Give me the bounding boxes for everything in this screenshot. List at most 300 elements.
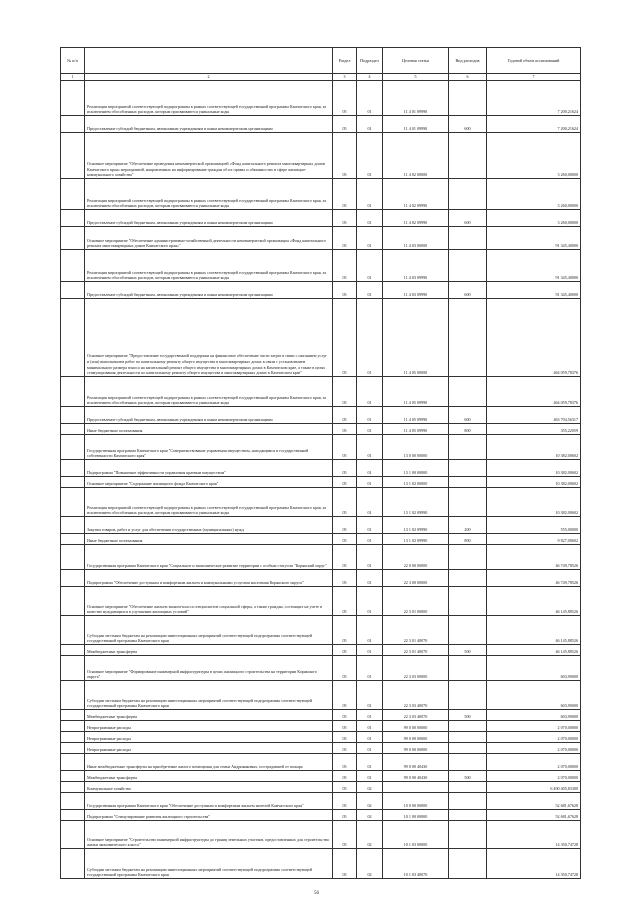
table-row: [61, 681, 581, 710]
row-expense-type-cell: [449, 477, 487, 488]
row-name-cell: Основное мероприятие "Формирование инженерной инфраструктуры в целях жилищного строительства на территории Корякского округа": [85, 656, 333, 681]
header-section: Раздел: [333, 48, 357, 74]
row-subsection-cell: 01: [357, 282, 383, 299]
row-section-cell: 05: [333, 407, 357, 424]
row-amount-cell: 9 827,00602: [487, 534, 581, 545]
table-row: [61, 754, 581, 771]
row-number-cell: [61, 793, 85, 810]
row-number-cell: [61, 282, 85, 299]
row-subsection-cell: 01: [357, 210, 383, 227]
row-name-cell: Субсидии местным бюджетам на реализацию инвестиционных мероприятий соответствующей подпрограммы соответствующей государственной программы Камчатского края: [85, 849, 333, 879]
row-expense-type-cell: [449, 133, 487, 179]
table-row: [61, 407, 581, 424]
row-target-article-cell: 22 3 00 00000: [383, 570, 449, 587]
row-amount-cell: 2 070,00000: [487, 732, 581, 743]
row-subsection-cell: 01: [357, 460, 383, 477]
row-number-cell: [61, 821, 85, 849]
row-target-article-cell: 22 3 01 00000: [383, 587, 449, 616]
table-row: [61, 587, 581, 616]
row-section-cell: 05: [333, 754, 357, 771]
row-target-article-cell: 10 0 00 00000: [383, 793, 449, 810]
row-name-cell: Закупка товаров, работ и услуг для обеспечения государственных (муниципальных) нужд: [85, 517, 333, 534]
row-subsection-cell: 01: [357, 710, 383, 721]
row-amount-cell: 2 070,00000: [487, 721, 581, 732]
row-amount-cell: 10 382,00602: [487, 435, 581, 460]
row-name-cell: Подпрограмма "Повышение эффективности управления краевым имуществом": [85, 460, 333, 477]
row-expense-type-cell: [449, 810, 487, 821]
row-target-article-cell: 10 1 03 00000: [383, 821, 449, 849]
table-row: [61, 710, 581, 721]
row-subsection-cell: 01: [357, 771, 383, 782]
row-name-cell: Основное мероприятие "Строительство инженерной инфраструктуры до границ земельных участков, предоставленных для строительства жилья экономического класса": [85, 821, 333, 849]
row-subsection-cell: 01: [357, 477, 383, 488]
budget-allocation-table: [60, 47, 581, 879]
row-target-article-cell: 22 3 03 00000: [383, 656, 449, 681]
row-name-cell: Подпрограмма "Стимулирование развития жилищного строительства": [85, 810, 333, 821]
row-subsection-cell: 02: [357, 782, 383, 793]
header-number: № п/п: [61, 48, 85, 74]
row-section-cell: 05: [333, 743, 357, 754]
row-expense-type-cell: [449, 299, 487, 377]
row-section-cell: 05: [333, 424, 357, 435]
row-name-cell: Межбюджетные трансферты: [85, 645, 333, 656]
row-amount-cell: 6 490 405,83300: [487, 782, 581, 793]
row-subsection-cell: 02: [357, 793, 383, 810]
row-amount-cell: 2 070,00000: [487, 754, 581, 771]
row-expense-type-cell: [449, 377, 487, 407]
table-row: [61, 534, 581, 545]
header-annual-amount: Годовой объем ассигнований: [487, 48, 581, 74]
row-amount-cell: 10 382,00602: [487, 477, 581, 488]
row-target-article-cell: 10 1 03 40070: [383, 849, 449, 879]
row-section-cell: 05: [333, 210, 357, 227]
row-section-cell: 05: [333, 488, 357, 517]
row-section-cell: 05: [333, 179, 357, 210]
row-expense-type-cell: 600: [449, 116, 487, 133]
row-subsection-cell: 01: [357, 488, 383, 517]
row-section-cell: 05: [333, 227, 357, 250]
row-name-cell: Непрограммные расходы: [85, 743, 333, 754]
column-number: 3: [333, 74, 357, 81]
row-subsection-cell: 01: [357, 656, 383, 681]
row-amount-cell: 355,22059: [487, 424, 581, 435]
row-section-cell: 05: [333, 517, 357, 534]
row-section-cell: 05: [333, 299, 357, 377]
table-row: [61, 133, 581, 179]
row-amount-cell: 52 681,67628: [487, 810, 581, 821]
row-amount-cell: 46 145,88526: [487, 645, 581, 656]
row-target-article-cell: 99 0 00 00000: [383, 721, 449, 732]
row-name-cell: Предоставление субсидий бюджетным, автономным учреждениям и иным некоммерческим организациям: [85, 116, 333, 133]
row-subsection-cell: 01: [357, 721, 383, 732]
table-body: [61, 81, 581, 879]
row-subsection-cell: 02: [357, 821, 383, 849]
row-expense-type-cell: [449, 81, 487, 116]
column-number: 1: [61, 74, 85, 81]
row-target-article-cell: 99 0 00 40430: [383, 754, 449, 771]
row-name-cell: Иные бюджетные ассигнования: [85, 424, 333, 435]
row-section-cell: 05: [333, 477, 357, 488]
table-row: [61, 227, 581, 250]
row-expense-type-cell: [449, 179, 487, 210]
row-subsection-cell: 01: [357, 435, 383, 460]
row-name-cell: Непрограммные расходы: [85, 721, 333, 732]
row-name-cell: Реализация мероприятий соответствующей подпрограммы в рамках соответствующей государственной программы Камчатского края, за исключением обособленных расходов, которым присваиваются уникальные коды: [85, 377, 333, 407]
row-name-cell: Непрограммные расходы: [85, 732, 333, 743]
row-section-cell: 05: [333, 545, 357, 570]
row-amount-cell: 2 070,00000: [487, 743, 581, 754]
table-row: [61, 250, 581, 282]
row-amount-cell: 555,00000: [487, 517, 581, 534]
row-name-cell: Субсидии местным бюджетам на реализацию инвестиционных мероприятий соответствующей подпрограммы соответствующей государственной программы Камчатского края: [85, 616, 333, 645]
row-section-cell: 05: [333, 116, 357, 133]
row-expense-type-cell: 500: [449, 771, 487, 782]
row-number-cell: [61, 116, 85, 133]
row-amount-cell: 14 350,74728: [487, 821, 581, 849]
row-number-cell: [61, 299, 85, 377]
row-number-cell: [61, 771, 85, 782]
row-expense-type-cell: [449, 460, 487, 477]
row-expense-type-cell: [449, 681, 487, 710]
row-number-cell: [61, 645, 85, 656]
row-subsection-cell: 01: [357, 299, 383, 377]
row-target-article-cell: 99 0 00 40430: [383, 771, 449, 782]
row-section-cell: 05: [333, 460, 357, 477]
row-number-cell: [61, 849, 85, 879]
row-section-cell: 05: [333, 133, 357, 179]
row-target-article-cell: 11 4 03 09990: [383, 282, 449, 299]
row-target-article-cell: 22 3 01 40070: [383, 645, 449, 656]
row-expense-type-cell: 800: [449, 424, 487, 435]
row-number-cell: [61, 587, 85, 616]
row-target-article-cell: 13 1 02 09990: [383, 534, 449, 545]
table-row: [61, 793, 581, 810]
table-row: [61, 517, 581, 534]
row-expense-type-cell: [449, 849, 487, 879]
row-number-cell: [61, 477, 85, 488]
row-target-article-cell: [383, 782, 449, 793]
table-row: [61, 460, 581, 477]
row-section-cell: 05: [333, 782, 357, 793]
row-amount-cell: 3 260,00000: [487, 210, 581, 227]
row-target-article-cell: 13 1 00 00000: [383, 460, 449, 477]
row-name-cell: Предоставление субсидий бюджетным, автономным учреждениям и иным некоммерческим организациям: [85, 282, 333, 299]
row-section-cell: 05: [333, 587, 357, 616]
row-target-article-cell: 22 3 03 40070: [383, 710, 449, 721]
row-number-cell: [61, 681, 85, 710]
row-subsection-cell: 01: [357, 116, 383, 133]
row-amount-cell: 14 350,74728: [487, 849, 581, 879]
row-expense-type-cell: [449, 227, 487, 250]
row-target-article-cell: 11 4 03 00000: [383, 227, 449, 250]
row-number-cell: [61, 377, 85, 407]
row-section-cell: 05: [333, 810, 357, 821]
table-row: [61, 377, 581, 407]
row-target-article-cell: 11 4 02 00000: [383, 133, 449, 179]
row-expense-type-cell: [449, 488, 487, 517]
row-expense-type-cell: 600: [449, 407, 487, 424]
row-section-cell: 05: [333, 435, 357, 460]
row-subsection-cell: 02: [357, 810, 383, 821]
row-expense-type-cell: [449, 754, 487, 771]
row-target-article-cell: 22 3 01 40070: [383, 616, 449, 645]
row-name-cell: Основное мероприятие "Содержание жилищного фонда Камчатского края": [85, 477, 333, 488]
table-row: [61, 81, 581, 116]
column-number: 4: [357, 74, 383, 81]
table-row: [61, 849, 581, 879]
row-number-cell: [61, 656, 85, 681]
row-expense-type-cell: [449, 656, 487, 681]
row-subsection-cell: 01: [357, 534, 383, 545]
row-subsection-cell: 01: [357, 407, 383, 424]
row-section-cell: 05: [333, 821, 357, 849]
table-row: [61, 645, 581, 656]
row-target-article-cell: 10 1 00 00000: [383, 810, 449, 821]
row-subsection-cell: 01: [357, 754, 383, 771]
row-target-article-cell: 11 4 05 00000: [383, 299, 449, 377]
row-section-cell: 05: [333, 793, 357, 810]
row-section-cell: 05: [333, 282, 357, 299]
row-number-cell: [61, 616, 85, 645]
row-expense-type-cell: 200: [449, 517, 487, 534]
row-amount-cell: 46 749,78526: [487, 570, 581, 587]
table-row: [61, 721, 581, 732]
row-subsection-cell: 01: [357, 743, 383, 754]
row-number-cell: [61, 488, 85, 517]
row-amount-cell: 603,90000: [487, 681, 581, 710]
row-expense-type-cell: [449, 435, 487, 460]
row-name-cell: Реализация мероприятий соответствующей подпрограммы в рамках соответствующей государственной программы Камчатского края, за исключением обособленных расходов, которым присваиваются уникальные коды: [85, 179, 333, 210]
table-row: [61, 299, 581, 377]
row-expense-type-cell: [449, 616, 487, 645]
row-target-article-cell: 11 4 05 09990: [383, 424, 449, 435]
row-subsection-cell: 01: [357, 645, 383, 656]
table-row: [61, 116, 581, 133]
header-expense-type: Вид расходов: [449, 48, 487, 74]
row-number-cell: [61, 810, 85, 821]
row-target-article-cell: 11 4 01 09990: [383, 81, 449, 116]
header-subsection: Подраздел: [357, 48, 383, 74]
row-name-cell: Реализация мероприятий соответствующей подпрограммы в рамках соответствующей государственной программы Камчатского края, за исключением обособленных расходов, которым присваиваются уникальные коды: [85, 488, 333, 517]
row-subsection-cell: 01: [357, 250, 383, 282]
row-section-cell: 05: [333, 81, 357, 116]
row-name-cell: Государственная программа Камчатского края "Социальное и экономическое развитие территории с особым статусом "Корякский округ": [85, 545, 333, 570]
column-number: 6: [449, 74, 487, 81]
row-target-article-cell: 11 4 05 09990: [383, 407, 449, 424]
row-expense-type-cell: [449, 250, 487, 282]
row-number-cell: [61, 460, 85, 477]
table-row: [61, 732, 581, 743]
table-row: [61, 810, 581, 821]
row-section-cell: 05: [333, 616, 357, 645]
row-expense-type-cell: 500: [449, 645, 487, 656]
row-amount-cell: 7 200,21624: [487, 116, 581, 133]
row-amount-cell: 3 260,00000: [487, 133, 581, 179]
row-name-cell: Предоставление субсидий бюджетным, автономным учреждениям и иным некоммерческим организациям: [85, 407, 333, 424]
row-subsection-cell: 01: [357, 587, 383, 616]
row-amount-cell: 91 345,40000: [487, 227, 581, 250]
row-number-cell: [61, 210, 85, 227]
row-target-article-cell: 13 1 02 00000: [383, 477, 449, 488]
row-amount-cell: 463 704,56317: [487, 407, 581, 424]
row-subsection-cell: 01: [357, 570, 383, 587]
row-target-article-cell: 22 3 03 40070: [383, 681, 449, 710]
table-row: [61, 477, 581, 488]
row-number-cell: [61, 710, 85, 721]
row-amount-cell: 52 681,67628: [487, 793, 581, 810]
row-name-cell: Государственная программа Камчатского края "Совершенствование управления имуществом, находящимся в государственной собственности Камчатского края": [85, 435, 333, 460]
row-amount-cell: 603,90000: [487, 710, 581, 721]
row-expense-type-cell: [449, 793, 487, 810]
row-subsection-cell: 01: [357, 616, 383, 645]
row-target-article-cell: 99 0 00 00000: [383, 732, 449, 743]
row-name-cell: Субсидии местным бюджетам на реализацию инвестиционных мероприятий соответствующей подпрограммы соответствующей государственной программы Камчатского края: [85, 681, 333, 710]
column-number: 7: [487, 74, 581, 81]
row-amount-cell: 46 749,78526: [487, 545, 581, 570]
row-subsection-cell: 01: [357, 81, 383, 116]
row-subsection-cell: 01: [357, 517, 383, 534]
row-target-article-cell: 11 4 05 09990: [383, 377, 449, 407]
row-expense-type-cell: 600: [449, 210, 487, 227]
row-number-cell: [61, 545, 85, 570]
row-target-article-cell: 11 4 03 09990: [383, 250, 449, 282]
row-section-cell: 05: [333, 656, 357, 681]
row-amount-cell: 46 145,88526: [487, 616, 581, 645]
table-row: [61, 656, 581, 681]
table-row: [61, 488, 581, 517]
row-amount-cell: 91 345,40000: [487, 250, 581, 282]
row-number-cell: [61, 81, 85, 116]
row-name-cell: Основное мероприятие "Предоставление государственной поддержки на финансовое обеспечение части затрат в связи с оказанием услуг и (или) выполнением работ по капитальному ремонту общего имущества в многоквартирных домах в связи с установлением минимального размера взноса на капитальный ремонт общего имущества в многоквартирных домах в Камчатском крае, а также в целях стимулирования деятельности по капитальному ремонту общего имущества в многоквартирных домах в Камчатском крае": [85, 299, 333, 377]
row-amount-cell: 464 059,78376: [487, 377, 581, 407]
row-target-article-cell: 13 1 02 09990: [383, 517, 449, 534]
row-name-cell: Иные бюджетные ассигнования: [85, 534, 333, 545]
row-target-article-cell: 13 0 00 00000: [383, 435, 449, 460]
row-target-article-cell: 99 0 00 00000: [383, 743, 449, 754]
row-number-cell: [61, 743, 85, 754]
row-amount-cell: 2 070,00000: [487, 771, 581, 782]
row-expense-type-cell: 800: [449, 534, 487, 545]
table-row: [61, 821, 581, 849]
row-amount-cell: 3 260,00000: [487, 179, 581, 210]
column-number-row: [61, 74, 581, 81]
row-subsection-cell: 01: [357, 681, 383, 710]
header-name: [85, 48, 333, 74]
row-name-cell: Основное мероприятие "Обеспечение проведения некоммерческой организацией «Фонд капитального ремонта многоквартирных домов Камчатского края» мероприятий, направленных на информирование граждан об их правах и обязанностях в сфере жилищно-коммунального хозяйства": [85, 133, 333, 179]
row-subsection-cell: 01: [357, 732, 383, 743]
row-name-cell: Реализация мероприятий соответствующей подпрограммы в рамках соответствующей государственной программы Камчатского края, за исключением обособленных расходов, которым присваиваются уникальные коды: [85, 250, 333, 282]
row-number-cell: [61, 721, 85, 732]
row-section-cell: 05: [333, 710, 357, 721]
page-number: 56: [314, 891, 319, 896]
row-number-cell: [61, 435, 85, 460]
row-name-cell: Подпрограмма "Обеспечение доступным и комфортным жильем и коммунальными услугами населения Корякского округа": [85, 570, 333, 587]
row-expense-type-cell: [449, 743, 487, 754]
row-name-cell: Реализация мероприятий соответствующей подпрограммы в рамках соответствующей государственной программы Камчатского края, за исключением обособленных расходов, которым присваиваются уникальные коды: [85, 81, 333, 116]
table-header-row: [61, 48, 581, 74]
row-amount-cell: 464 059,78376: [487, 299, 581, 377]
row-subsection-cell: 01: [357, 227, 383, 250]
row-amount-cell: 10 382,00602: [487, 488, 581, 517]
table-row: [61, 545, 581, 570]
row-number-cell: [61, 732, 85, 743]
row-expense-type-cell: [449, 782, 487, 793]
row-section-cell: 05: [333, 771, 357, 782]
row-subsection-cell: 02: [357, 849, 383, 879]
row-subsection-cell: 01: [357, 545, 383, 570]
table-row: [61, 570, 581, 587]
column-number: 2: [85, 74, 333, 81]
row-name-cell: Государственная программа Камчатского края "Обеспечение доступным и комфортным жильем жителей Камчатского края": [85, 793, 333, 810]
table-row: [61, 282, 581, 299]
row-expense-type-cell: [449, 821, 487, 849]
row-number-cell: [61, 133, 85, 179]
row-subsection-cell: 01: [357, 424, 383, 435]
row-section-cell: 05: [333, 645, 357, 656]
row-amount-cell: 7 200,21624: [487, 81, 581, 116]
row-number-cell: [61, 227, 85, 250]
row-number-cell: [61, 754, 85, 771]
row-section-cell: 05: [333, 377, 357, 407]
row-number-cell: [61, 534, 85, 545]
row-name-cell: Основное мероприятие "Обеспечение жильем эконом-класса специалистов социальной сферы, а также граждан, состоящих на учете в качестве нуждающихся в улучшении жилищных условий": [85, 587, 333, 616]
table-row: [61, 424, 581, 435]
row-number-cell: [61, 250, 85, 282]
row-expense-type-cell: [449, 732, 487, 743]
row-section-cell: 05: [333, 534, 357, 545]
row-expense-type-cell: [449, 587, 487, 616]
row-subsection-cell: 01: [357, 133, 383, 179]
table-row: [61, 179, 581, 210]
row-name-cell: Иные межбюджетные трансферты на приобретение жилого помещения для семьи Андриянковых, пострадавшей от пожара: [85, 754, 333, 771]
table-row: [61, 771, 581, 782]
row-target-article-cell: 11 4 02 09990: [383, 179, 449, 210]
row-amount-cell: 91 345,40000: [487, 282, 581, 299]
row-number-cell: [61, 517, 85, 534]
row-target-article-cell: 11 4 01 09990: [383, 116, 449, 133]
row-section-cell: 05: [333, 681, 357, 710]
row-number-cell: [61, 570, 85, 587]
row-section-cell: 05: [333, 732, 357, 743]
row-section-cell: 05: [333, 849, 357, 879]
row-expense-type-cell: 600: [449, 282, 487, 299]
row-amount-cell: 46 145,88526: [487, 587, 581, 616]
row-number-cell: [61, 407, 85, 424]
table-row: [61, 743, 581, 754]
row-amount-cell: 10 382,00602: [487, 460, 581, 477]
table-row: [61, 435, 581, 460]
row-target-article-cell: 22 0 00 00000: [383, 545, 449, 570]
row-name-cell: Межбюджетные трансферты: [85, 771, 333, 782]
row-section-cell: 05: [333, 250, 357, 282]
row-name-cell: Межбюджетные трансферты: [85, 710, 333, 721]
column-number: 5: [383, 74, 449, 81]
row-target-article-cell: 11 4 02 09990: [383, 210, 449, 227]
row-name-cell: Основное мероприятие "Обеспечение административно-хозяйственной деятельности некоммерческой организации «Фонд капитального ремонта многоквартирных домов Камчатского края»": [85, 227, 333, 250]
row-section-cell: 05: [333, 570, 357, 587]
table-row: [61, 210, 581, 227]
table-row: [61, 616, 581, 645]
row-expense-type-cell: [449, 721, 487, 732]
row-name-cell: Предоставление субсидий бюджетным, автономным учреждениям и иным некоммерческим организациям: [85, 210, 333, 227]
row-expense-type-cell: [449, 545, 487, 570]
row-target-article-cell: 13 1 02 09990: [383, 488, 449, 517]
row-number-cell: [61, 782, 85, 793]
row-number-cell: [61, 179, 85, 210]
row-name-cell: Коммунальное хозяйство: [85, 782, 333, 793]
table-row: [61, 782, 581, 793]
header-target-article: Целевая статья: [383, 48, 449, 74]
